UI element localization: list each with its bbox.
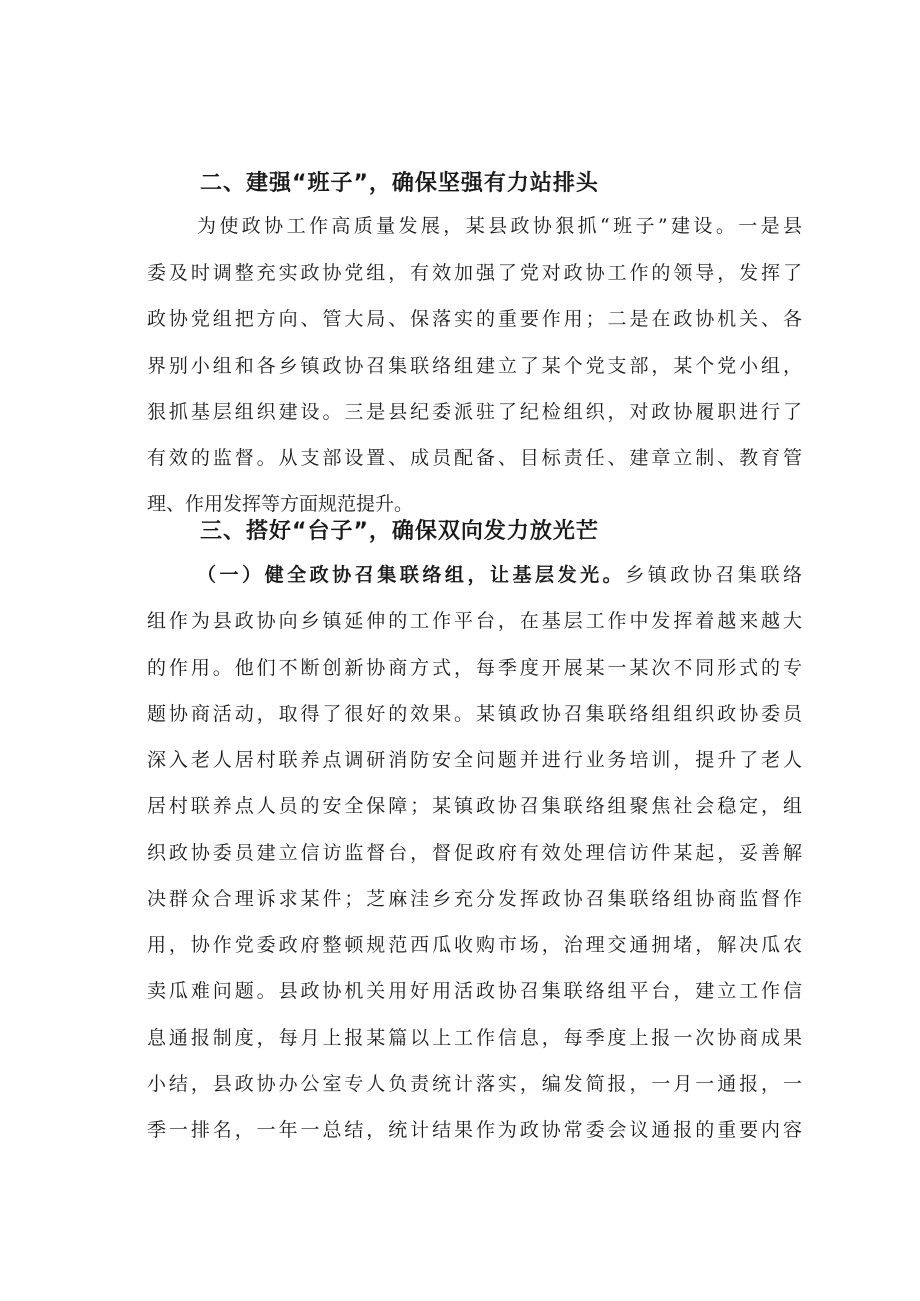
section-3-paragraph-line: 居村联养点人员的安全保障；某镇政协召集联络组聚焦社会稳定，组 xyxy=(147,795,802,817)
section-3-paragraph-line: 季一排名，一年一总结，统计结果作为政协常委会议通报的重要内容 xyxy=(147,1119,802,1141)
section-2-paragraph-line: 为使政协工作高质量发展，某县政协狠抓“班子”建设。一是县 xyxy=(197,215,802,237)
section-3-paragraph-line: 用，协作党委政府整顿规范西瓜收购市场，治理交通拥堵，解决瓜农 xyxy=(147,934,802,956)
section-2-paragraph-line: 理、作用发挥等方面规范提升。 xyxy=(147,493,414,515)
section-2-paragraph-line: 政协党组把方向、管大局、保落实的重要作用；二是在政协机关、各 xyxy=(147,308,802,330)
section-2-paragraph-line: 委及时调整充实政协党组，有效加强了党对政协工作的领导，发挥了 xyxy=(147,262,802,284)
section-3-paragraph-line: 的作用。他们不断创新协商方式，每季度开展某一某次不同形式的专 xyxy=(147,657,802,679)
section-3-paragraph-line: 组作为县政协向乡镇延伸的工作平台，在基层工作中发挥着越来越大 xyxy=(147,610,802,632)
section-3-paragraph-line: 题协商活动，取得了很好的效果。某镇政协召集联络组组织政协委员 xyxy=(147,703,802,725)
section-3-paragraph-line: 卖瓜难问题。县政协机关用好用活政协召集联络组平台，建立工作信 xyxy=(147,980,802,1002)
section-2-paragraph-line: 狠抓基层组织建设。三是县纪委派驻了纪检组织，对政协履职进行了 xyxy=(147,401,802,423)
section-3-paragraph-line: 决群众合理诉求某件；芝麻洼乡充分发挥政协召集联络组协商监督作 xyxy=(147,888,802,910)
section-3-paragraph-line: 织政协委员建立信访监督台，督促政府有效处理信访件某起，妥善解 xyxy=(147,842,802,864)
section-2-paragraph-line: 界别小组和各乡镇政协召集联络组建立了某个党支部，某个党小组， xyxy=(147,355,802,377)
subsection-1-first-line xyxy=(197,563,802,587)
section-3-heading: 三、搭好“台子”，确保双向发力放光芒 xyxy=(200,519,599,544)
section-3-paragraph-line: 深入老人居村联养点调研消防安全问题并进行业务培训，提升了老人 xyxy=(147,749,802,771)
section-2-heading: 二、建强“班子”，确保坚强有力站排头 xyxy=(200,171,599,196)
subsection-1-first-line-text: 乡镇政协召集联络 xyxy=(625,564,802,586)
subsection-1-title: （一）健全政协召集联络组，让基层发光。 xyxy=(197,564,626,586)
section-3-paragraph-line: 小结，县政协办公室专人负责统计落实，编发简报，一月一通报，一 xyxy=(147,1073,802,1095)
section-3-paragraph-line: 息通报制度，每月上报某篇以上工作信息，每季度上报一次协商成果 xyxy=(147,1027,802,1049)
section-2-paragraph-line: 有效的监督。从支部设置、成员配备、目标责任、建章立制、教育管 xyxy=(147,447,802,469)
